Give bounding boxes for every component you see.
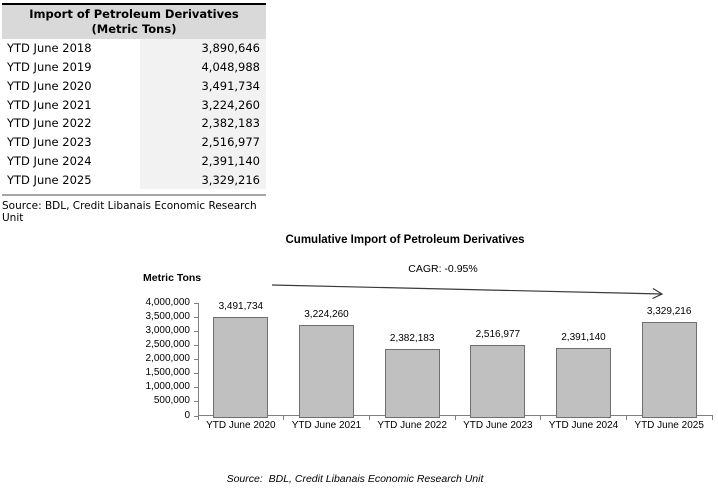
bar-value-label: 2,516,977 bbox=[475, 328, 521, 340]
x-axis-category-label: YTD June 2021 bbox=[291, 420, 362, 431]
y-axis-tick-label: 2,500,000 bbox=[145, 338, 190, 350]
cagr-annotation: CAGR: -0.95% bbox=[408, 263, 478, 275]
row-year-label: YTD June 2018 bbox=[7, 41, 92, 56]
row-year-label: YTD June 2020 bbox=[7, 78, 92, 93]
table-row bbox=[2, 95, 266, 114]
x-axis-category-label: YTD June 2023 bbox=[463, 420, 533, 431]
y-axis-tick bbox=[194, 345, 198, 346]
row-value: 3,491,734 bbox=[140, 77, 266, 96]
row-year-label: YTD June 2022 bbox=[7, 116, 92, 131]
table-source: Source: BDL, Credit Libanais Economic Research Unit bbox=[2, 194, 266, 224]
y-axis-tick-label: 1,500,000 bbox=[145, 367, 190, 379]
y-axis-tick bbox=[194, 401, 198, 402]
x-axis-category-label: YTD June 2022 bbox=[377, 420, 447, 431]
row-value: 2,516,977 bbox=[140, 133, 266, 152]
bar-value-label: 3,491,734 bbox=[218, 301, 264, 313]
y-axis-tick bbox=[194, 317, 198, 318]
table-row bbox=[2, 58, 266, 77]
row-value: 2,382,183 bbox=[140, 114, 266, 133]
trend-arrow-icon bbox=[262, 278, 672, 300]
y-axis-line bbox=[198, 303, 199, 420]
table-row bbox=[2, 114, 266, 133]
row-year-label: YTD June 2025 bbox=[7, 172, 92, 187]
x-axis-line bbox=[198, 415, 713, 416]
table-subtitle: (Metric Tons) bbox=[91, 21, 177, 36]
bar-value-label: 3,329,216 bbox=[646, 305, 692, 317]
row-value: 3,329,216 bbox=[140, 170, 266, 189]
y-axis-title: Metric Tons bbox=[143, 272, 202, 284]
row-year-label: YTD June 2021 bbox=[7, 97, 92, 112]
y-axis-tick-label: 500,000 bbox=[153, 395, 190, 407]
table-row bbox=[2, 133, 266, 152]
x-axis-category-label: YTD June 2024 bbox=[548, 420, 619, 431]
bar-value-label: 2,391,140 bbox=[561, 332, 606, 344]
import-table bbox=[2, 3, 266, 224]
y-axis-tick-label: 4,000,000 bbox=[145, 296, 190, 308]
table-row bbox=[2, 152, 266, 171]
y-axis-tick bbox=[194, 387, 198, 388]
y-axis-tick bbox=[194, 331, 198, 332]
bar bbox=[642, 322, 697, 418]
table-body bbox=[2, 39, 266, 189]
y-axis-tick-label: 1,000,000 bbox=[145, 381, 190, 393]
table-row bbox=[2, 170, 266, 189]
bar bbox=[213, 317, 268, 418]
row-year-label: YTD June 2019 bbox=[7, 60, 92, 75]
bar-value-label: 2,382,183 bbox=[389, 332, 435, 344]
y-axis-tick bbox=[194, 373, 198, 374]
table-row bbox=[2, 77, 266, 96]
table-row bbox=[2, 39, 266, 58]
bar-value-label: 3,224,260 bbox=[304, 308, 349, 320]
row-value: 2,391,140 bbox=[140, 152, 266, 171]
chart-title: Cumulative Import of Petroleum Derivatives bbox=[285, 234, 525, 246]
table-title: Import of Petroleum Derivatives bbox=[29, 7, 239, 21]
table-header bbox=[2, 3, 266, 39]
row-value: 4,048,988 bbox=[140, 58, 266, 77]
row-year-label: YTD June 2024 bbox=[7, 153, 92, 168]
y-axis-tick-label: 2,000,000 bbox=[145, 353, 190, 364]
y-axis-tick-label: 3,000,000 bbox=[145, 324, 190, 336]
bar bbox=[385, 349, 440, 418]
y-axis-tick-label: 3,500,000 bbox=[145, 310, 190, 322]
x-axis-category-label: YTD June 2020 bbox=[206, 420, 276, 431]
bar bbox=[470, 345, 525, 418]
x-axis-category-label: YTD June 2025 bbox=[634, 420, 704, 431]
row-value: 3,224,260 bbox=[140, 95, 266, 114]
chart-source: Source: BDL, Credit Libanais Economic Research Unit bbox=[226, 473, 484, 485]
y-axis-tick-label: 0 bbox=[184, 409, 190, 421]
y-axis-tick bbox=[194, 359, 198, 360]
bar bbox=[299, 325, 354, 418]
row-value: 3,890,646 bbox=[140, 39, 266, 58]
bar bbox=[556, 348, 611, 418]
row-year-label: YTD June 2023 bbox=[7, 135, 92, 150]
